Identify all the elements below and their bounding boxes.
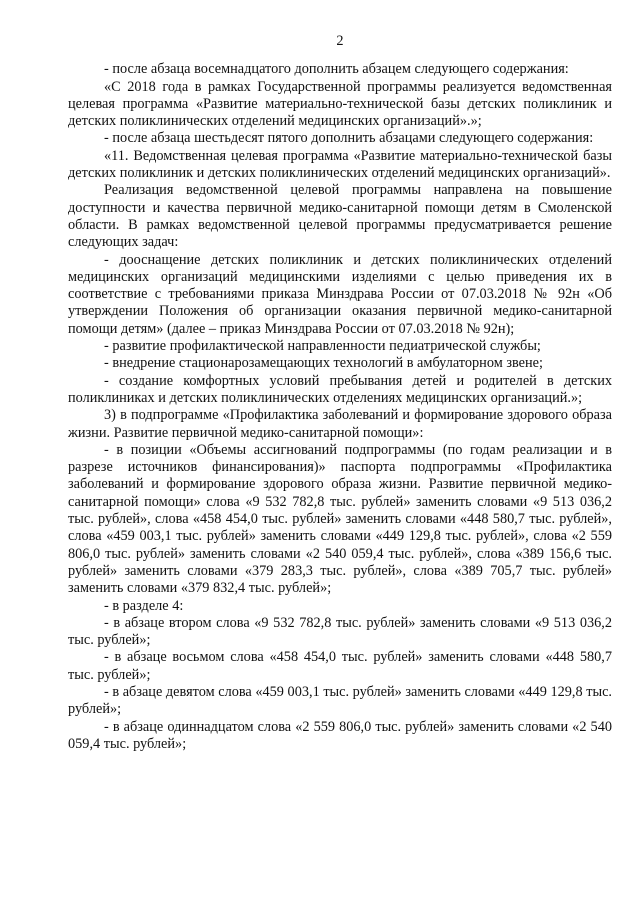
paragraph-8: - внедрение стационарозамещающих технологий в амбулаторном звене; xyxy=(104,355,543,372)
paragraph-3: - после абзаца шестьдесят пятого дополнить абзацами следующего содержания: xyxy=(104,130,594,147)
paragraph-2: «С 2018 года в рамках Государственной программы реализуется ведомственная целевая программа «Развитие материально-технической базы детских поликлиник и детских поликлинических отделений медицинских организаций».»; xyxy=(68,78,612,130)
paragraph-7: - развитие профилактической направленности педиатрической службы; xyxy=(104,338,541,355)
paragraph-13: - в абзаце втором слова «9 532 782,8 тыс. рублей» заменить словами «9 513 036,2 тыс. рублей»; xyxy=(68,614,612,649)
paragraph-10: 3) в подпрограмме «Профилактика заболеваний и формирование здорового образа жизни. Развитие первичной медико-санитарной помощи»: xyxy=(68,407,612,441)
paragraph-12: - в разделе 4: xyxy=(104,597,184,614)
paragraph-16: - в абзаце одиннадцатом слова «2 559 806,0 тыс. рублей» заменить словами «2 540 059,4 тыс. рублей»; xyxy=(68,718,612,752)
paragraph-15: - в абзаце девятом слова «459 003,1 тыс. рублей» заменить словами «449 129,8 тыс. рублей»; xyxy=(68,683,612,718)
page-number: 2 xyxy=(336,33,344,49)
paragraph-6: - дооснащение детских поликлиник и детских поликлинических отделений медицинских организаций медицинскими изделиями с целью приведения их в соответствие с требованиями приказа Минздрава России от 07.03.2018 № 92н «Об утверждении Положения об организации оказания первичной медико-санитарной помощи детям» (далее – приказ Минздрава России от 07.03.2018 № 92н); xyxy=(68,251,612,337)
paragraph-1: - после абзаца восемнадцатого дополнить абзацем следующего содержания: xyxy=(104,61,569,78)
paragraph-9: - создание комфортных условий пребывания детей и родителей в детских поликлиниках и детских поликлинических отделениях медицинских организаций.»; xyxy=(68,372,612,406)
paragraph-5: Реализация ведомственной целевой программы направлена на повышение доступности и качества первичной медико-санитарной помощи детям в Смоленской области. В рамках ведомственной целевой программы предусматривается решение следующих задач: xyxy=(68,182,612,251)
paragraph-11: - в позиции «Объемы ассигнований подпрограммы (по годам реализации и в разрезе источников финансирования)» паспорта подпрограммы «Профилактика заболеваний и формирование здорового образа жизни. Развитие первичной медико-санитарной помощи» слова «9 532 782,8 тыс. рублей» заменить словами «9 513 036,2 тыс. рублей», слова «458 454,0 тыс. рублей» заменить словами «448 580,7 тыс. рублей», слова «459 003,1 тыс. рублей» заменить словами «449 129,8 тыс. рублей», слова «2 559 806,0 тыс. рублей» заменить словами «2 540 059,4 тыс. рублей», слова «389 156,6 тыс. рублей» заменить словами «379 283,3 тыс. рублей», слова «389 705,7 тыс. рублей» заменить словами «379 832,4 тыс. рублей»; xyxy=(68,441,612,597)
paragraph-4: «11. Ведомственная целевая программа «Развитие материально-технической базы детских поликлиник и детских поликлинических отделений медицинских организаций». xyxy=(68,147,612,182)
paragraph-14: - в абзаце восьмом слова «458 454,0 тыс. рублей» заменить словами «448 580,7 тыс. рублей»; xyxy=(68,649,612,683)
